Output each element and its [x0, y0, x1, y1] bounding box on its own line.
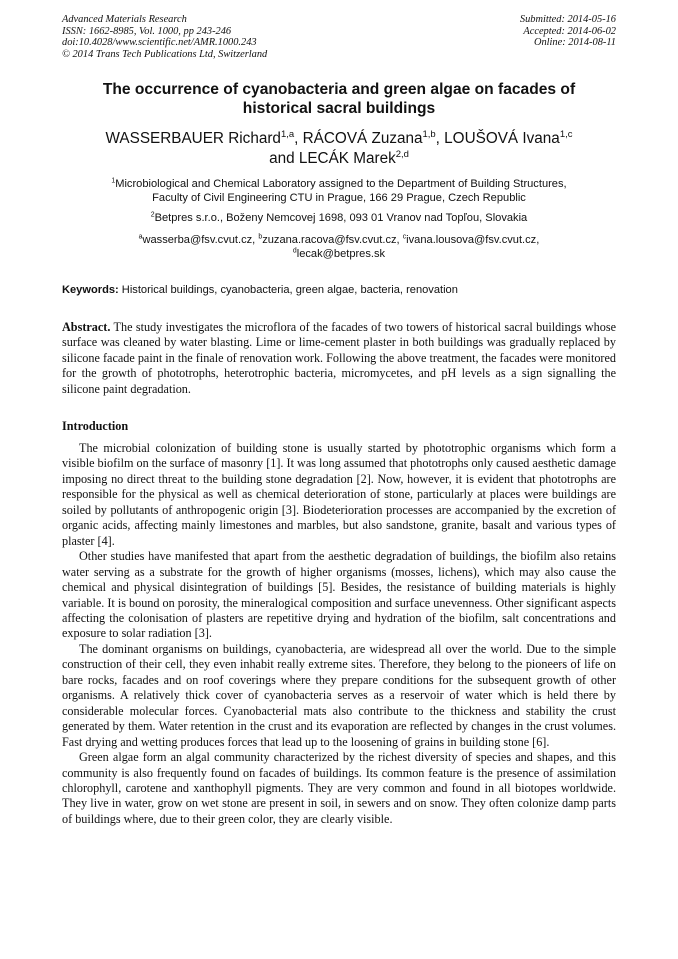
paper-title [62, 80, 616, 118]
email-sup: a [138, 233, 143, 241]
issn-line: ISSN: 1662-8985, Vol. 1000, pp 243-246 [62, 25, 232, 37]
author-affil-sup: 2,d [395, 148, 409, 160]
author-affil-sup: 1,c [559, 128, 573, 140]
author-separator: , [435, 130, 445, 147]
introduction-body [62, 441, 616, 827]
affiliation-sup: 2 [150, 211, 155, 219]
journal-header [62, 14, 616, 66]
author-affil-sup: 1,a [280, 128, 295, 140]
keywords-label: Keywords: [62, 284, 119, 296]
author-name: RÁCOVÁ Zuzana [302, 130, 423, 147]
keywords-text: Historical buildings, cyanobacteria, green algae, bacteria, renovation [118, 284, 458, 296]
section-heading-introduction: Introduction [62, 419, 129, 433]
affiliation-text: Betpres s.r.o., Boženy Nemcovej 1698, 093 01 Vranov nad Topľou, Slovakia [154, 212, 528, 224]
authors-line-2 [62, 149, 616, 169]
author-name: LOUŠOVÁ Ivana [444, 130, 560, 147]
online-date: Online: 2014-08-11 [533, 37, 616, 49]
author-separator: , [294, 130, 303, 147]
journal-info [62, 14, 267, 60]
author-name: and LECÁK Marek [269, 150, 396, 167]
paragraph: Other studies have manifested that apart from the aesthetic degradation of buildings, the biofilm also retains water serving as a substrate for the growth of higher organisms (mosses, lichens), which may also cause the chemical and physical disintegration of buildings [5]. Besides, the resistance of building materials is highly variable. It is bound on porosity, the mineralogical composition and surface unevenness. Other significant aspects affecting the colonisation of plasters are repetitive drying and hydration of the biofilm, salt concentrations and exposure to solar radiation [3]. [62, 549, 616, 641]
publication-dates [520, 14, 616, 49]
journal-name: Advanced Materials Research [62, 14, 187, 25]
email-address[interactable]: zuzana.racova@fsv.cvut.cz, [262, 234, 403, 246]
abstract-text: The study investigates the microflora of the facades of two towers of historical sacral buildings whose surface was cleaned by water blasting. Lime or lime-cement plaster in both buildings was gradually replaced by silicone facade paint in the finale of renovation work. Following the above treatment, the facades were monitored for the growth of phototrophs, heterotrophic bacteria, micromycetes, and pH levels as a sign signalling the silicone paint degradation. [62, 320, 616, 396]
affiliation-text: Faculty of Civil Engineering CTU in Prague, 166 29 Prague, Czech Republic [152, 192, 526, 205]
paragraph: The microbial colonization of building stone is usually started by phototrophic organisms which form a visible biofilm on the surface of masonry [1]. It was long assumed that phototrophs only caused aesthetic damage imposing no direct threat to the building stone degradation [2]. Now, however, it is evident that phototrophs are responsible for the physical as well as chemical deterioration of stone, particularly at places were buildings are soiled by pollutants of anthropogenic origin [3]. Biodeterioration processes are accompanied by the excretion of organic acids, affecting mainly limestones and marbles, but also sandstone, granite, basalt and various types of plaster [4]. [62, 441, 616, 548]
affiliation-1 [62, 177, 616, 206]
email-sup: d [292, 247, 297, 255]
email-sup: b [258, 233, 263, 241]
email-address[interactable]: lecak@betpres.sk [296, 248, 386, 261]
submitted-date: Submitted: 2014-05-16 [519, 14, 616, 25]
email-sup: c [402, 233, 407, 241]
paragraph: The dominant organisms on buildings, cyanobacteria, are widespread all over the world. Due to the simple construction of their cell, they even inhabit really extreme sites. Therefore, they belong to the pioneers of life on bare rocks, facades and on roof coverings where they prepare conditions for the subsequent growth of other organisms. A relatively thick cover of cyanobacteria serves as a reservoir of water which is held there by considerable molecular forces. Cyanobacterial mats also contribute to the thickness and stability the crust generated by them. Water retention in the crust and its evaporation are reflected by changes in the crust volumes. Fast drying and wetting produces forces that lead up to the loosening of grains in building stone [6]. [62, 641, 616, 749]
abstract-label: Abstract. [62, 320, 111, 334]
author-affil-sup: 1,b [422, 128, 436, 140]
accepted-date: Accepted: 2014-06-02 [523, 25, 616, 37]
affiliation-sup: 1 [111, 177, 116, 185]
paragraph: Green algae form an algal community characterized by the richest diversity of species and shapes, and this community is also frequently found on facades of buildings. Its common feature is the presence of assimilation chlorophyll, carotene and xanthophyll pigments. They are very common and found in all biotopes worldwide. They live in water, grow on wet stone are present in soil, in sewers and on snow. They often colonize damp parts of buildings where, due to their green color, they are clearly visible. [62, 750, 616, 826]
affiliation-2 [62, 211, 616, 225]
authors-line-1 [62, 129, 616, 149]
affiliation-text: Microbiological and Chemical Laboratory assigned to the Department of Building Structures, [115, 178, 567, 190]
keywords [62, 283, 616, 297]
email-address[interactable]: wasserba@fsv.cvut.cz, [142, 234, 259, 246]
title-line-1: The occurrence of cyanobacteria and green algae on facades of [102, 81, 576, 98]
author-list [62, 129, 616, 169]
author-name: WASSERBAUER Richard [105, 130, 281, 147]
email-address[interactable]: ivana.lousova@fsv.cvut.cz, [406, 234, 540, 246]
copyright-line: © 2014 Trans Tech Publications Ltd, Switzerland [62, 48, 268, 60]
title-line-2: historical sacral buildings [242, 100, 436, 117]
doi-line: doi:10.4028/www.scientific.net/AMR.1000.243 [62, 37, 257, 49]
abstract [62, 320, 616, 397]
email-list [62, 233, 616, 262]
